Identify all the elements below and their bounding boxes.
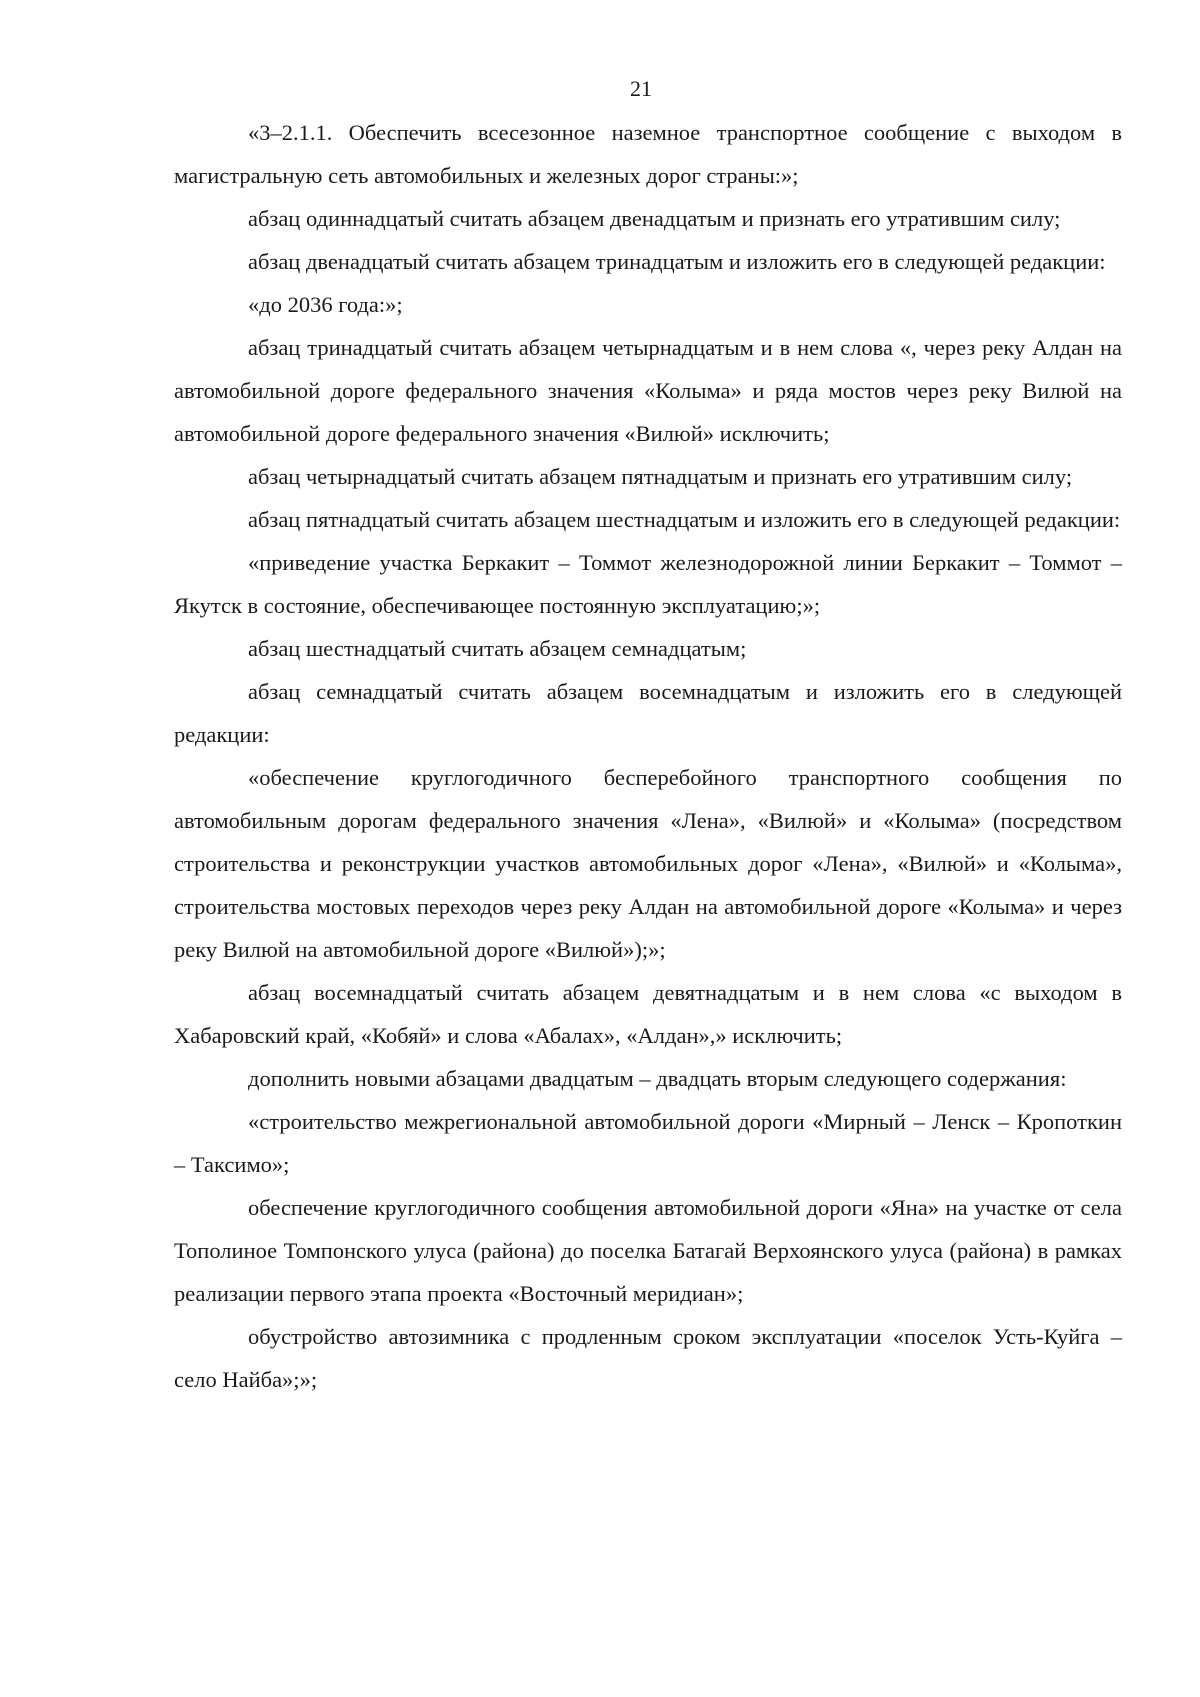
paragraph: «3–2.1.1. Обеспечить всесезонное наземное транспортное сообщение с выходом в магистральную сеть автомобильных и железных дорог страны:»;: [174, 120, 1122, 188]
paragraph: абзац одиннадцатый считать абзацем двенадцатым и признать его утратившим силу;: [248, 206, 1061, 231]
paragraph: абзац шестнадцатый считать абзацем семнадцатым;: [248, 636, 747, 661]
paragraph: абзац тринадцатый считать абзацем четырнадцатым и в нем слова «, через реку Алдан на автомобильной дороге федерального значения «Колыма» и ряда мостов через реку Вилюй на автомобильной дороге федерального значения «Вилюй» исключить;: [174, 335, 1122, 446]
page-number: 21: [630, 76, 652, 101]
document-body: [174, 111, 1122, 1401]
paragraph: «строительство межрегиональной автомобильной дороги «Мирный – Ленск – Кропоткин – Таксимо»;: [174, 1109, 1122, 1177]
paragraph: абзац семнадцатый считать абзацем восемнадцатым и изложить его в следующей редакции:: [174, 679, 1122, 747]
paragraph: абзац пятнадцатый считать абзацем шестнадцатым и изложить его в следующей редакции:: [248, 507, 1121, 532]
paragraph: обустройство автозимника с продленным сроком эксплуатации «поселок Усть-Куйга – село Найба»;»;: [174, 1324, 1122, 1392]
paragraph: «до 2036 года:»;: [248, 292, 403, 317]
paragraph: абзац двенадцатый считать абзацем тринадцатым и изложить его в следующей редакции:: [248, 249, 1106, 274]
paragraph: «обеспечение круглогодичного бесперебойного транспортного сообщения по автомобильным дорогам федерального значения «Лена», «Вилюй» и «Колыма» (посредством строительства и реконструкции участков автомобильных дорог «Лена», «Вилюй» и «Колыма», строительства мостовых переходов через реку Алдан на автомобильной дороге «Колыма» и через реку Вилюй на автомобильной дороге «Вилюй»);»;: [174, 765, 1122, 962]
paragraph: абзац восемнадцатый считать абзацем девятнадцатым и в нем слова «с выходом в Хабаровский край, «Кобяй» и слова «Абалах», «Алдан»,» исключить;: [174, 980, 1122, 1048]
paragraph: дополнить новыми абзацами двадцатым – двадцать вторым следующего содержания:: [248, 1066, 1067, 1091]
paragraph: «приведение участка Беркакит – Томмот железнодорожной линии Беркакит – Томмот – Якутск в состояние, обеспечивающее постоянную эксплуатацию;»;: [174, 550, 1122, 618]
paragraph: обеспечение круглогодичного сообщения автомобильной дороги «Яна» на участке от села Тополиное Томпонского улуса (района) до поселка Батагай Верхоянского улуса (района) в рамках реализации первого этапа проекта «Восточный меридиан»;: [174, 1195, 1122, 1306]
paragraph: абзац четырнадцатый считать абзацем пятнадцатым и признать его утратившим силу;: [248, 464, 1073, 489]
